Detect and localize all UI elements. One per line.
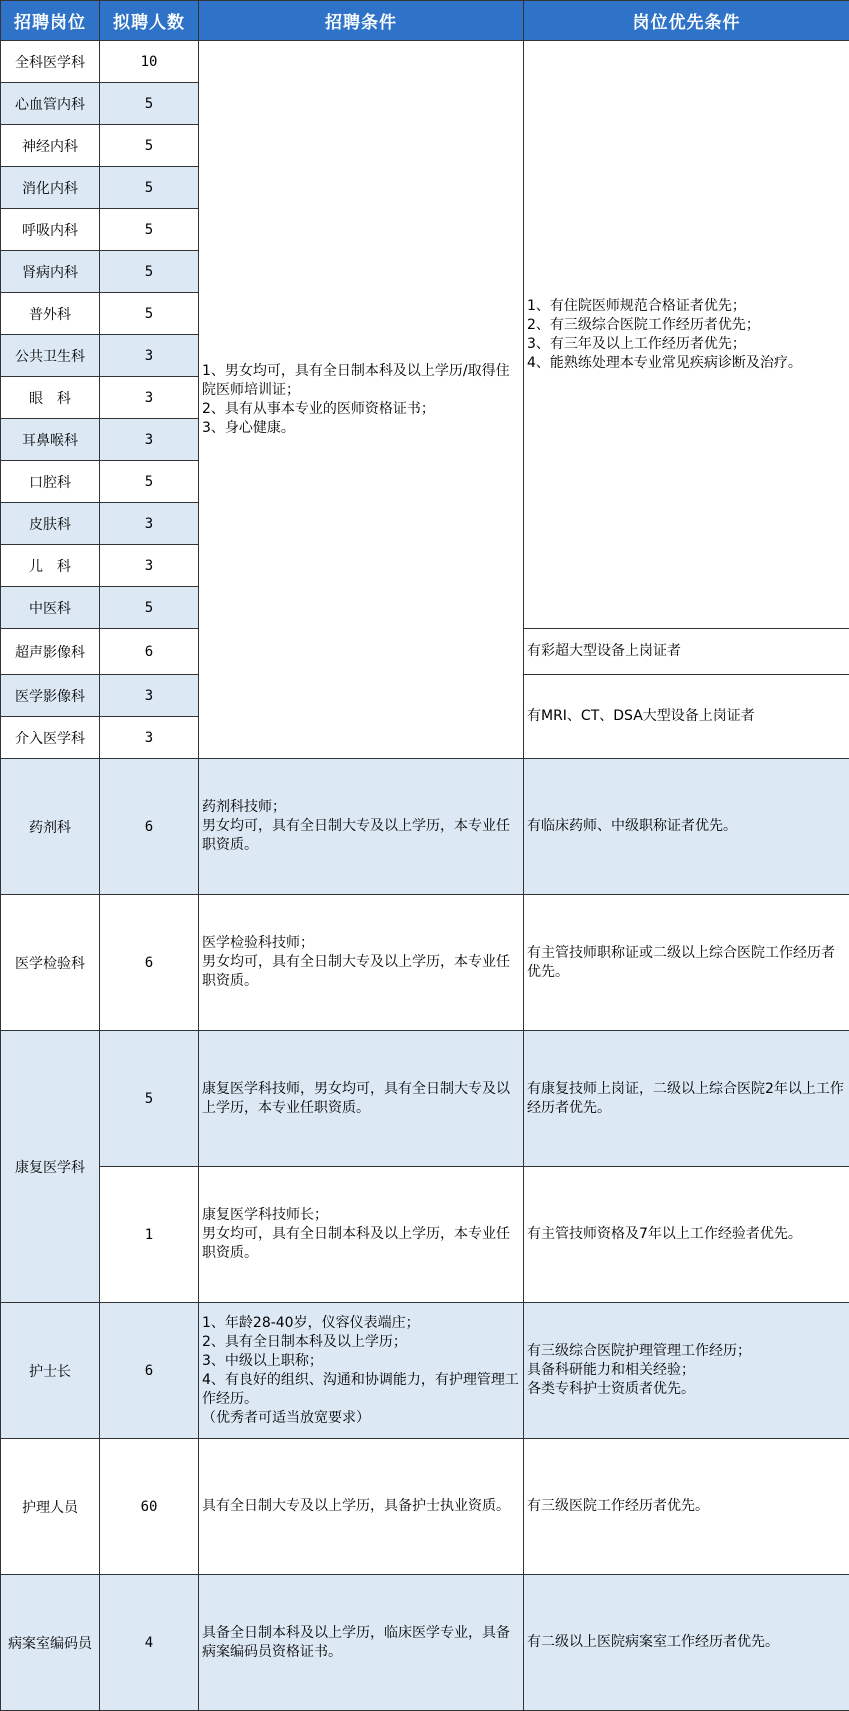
dept-cell: 药剂科	[1, 759, 100, 895]
count-cell: 6	[100, 759, 199, 895]
header-row	[1, 1, 849, 41]
header-position: 招聘岗位	[1, 1, 100, 41]
count-cell: 3	[100, 675, 199, 717]
count-cell: 5	[100, 83, 199, 125]
nurse-row	[1, 1439, 849, 1575]
dept-cell: 超声影像科	[1, 629, 100, 675]
header-count: 拟聘人数	[100, 1, 199, 41]
doctor-condition-cell: 1、男女均可，具有全日制本科及以上学历/取得住院医师培训证； 2、具有从事本专业的医师资格证书； 3、身心健康。	[199, 41, 524, 759]
imaging-priority-cell: 有MRI、CT、DSA大型设备上岗证者	[524, 675, 849, 759]
condition-cell: 康复医学科技师长； 男女均可，具有全日制本科及以上学历，本专业任职资质。	[199, 1167, 524, 1303]
dept-cell: 口腔科	[1, 461, 100, 503]
dept-cell: 呼吸内科	[1, 209, 100, 251]
head-nurse-row	[1, 1303, 849, 1439]
dept-cell: 介入医学科	[1, 717, 100, 759]
priority-cell: 有三级医院工作经历者优先。	[524, 1439, 849, 1575]
count-cell: 6	[100, 1303, 199, 1439]
dept-cell: 护士长	[1, 1303, 100, 1439]
condition-cell: 康复医学科技师，男女均可，具有全日制大专及以上学历，本专业任职资质。	[199, 1031, 524, 1167]
count-cell: 1	[100, 1167, 199, 1303]
dept-cell: 心血管内科	[1, 83, 100, 125]
priority-cell: 有主管技师资格及7年以上工作经验者优先。	[524, 1167, 849, 1303]
dept-cell: 消化内科	[1, 167, 100, 209]
count-cell: 6	[100, 629, 199, 675]
condition-cell: 药剂科技师； 男女均可，具有全日制大专及以上学历，本专业任职资质。	[199, 759, 524, 895]
table-row	[1, 41, 849, 83]
condition-cell: 具备全日制本科及以上学历，临床医学专业，具备病案编码员资格证书。	[199, 1575, 524, 1711]
count-cell: 5	[100, 209, 199, 251]
condition-cell: 1、年龄28-40岁，仪容仪表端庄； 2、具有全日制本科及以上学历； 3、中级以上职称； 4、有良好的组织、沟通和协调能力，有护理管理工作经历。 （优秀者可适当放宽要求）	[199, 1303, 524, 1439]
dept-cell: 医学检验科	[1, 895, 100, 1031]
priority-cell: 有二级以上医院病案室工作经历者优先。	[524, 1575, 849, 1711]
count-cell: 5	[100, 251, 199, 293]
count-cell: 5	[100, 167, 199, 209]
dept-cell: 儿 科	[1, 545, 100, 587]
count-cell: 3	[100, 717, 199, 759]
priority-cell: 有主管技师职称证或二级以上综合医院工作经历者优先。	[524, 895, 849, 1031]
dept-cell: 肾病内科	[1, 251, 100, 293]
dept-cell: 神经内科	[1, 125, 100, 167]
dept-cell: 康复医学科	[1, 1031, 100, 1303]
count-cell: 5	[100, 1031, 199, 1167]
count-cell: 3	[100, 377, 199, 419]
rehab-row-1	[1, 1031, 849, 1167]
pharmacy-row	[1, 759, 849, 895]
dept-cell: 皮肤科	[1, 503, 100, 545]
dept-cell: 中医科	[1, 587, 100, 629]
count-cell: 5	[100, 125, 199, 167]
dept-cell: 耳鼻喉科	[1, 419, 100, 461]
dept-cell: 护理人员	[1, 1439, 100, 1575]
dept-cell: 全科医学科	[1, 41, 100, 83]
priority-cell: 有临床药师、中级职称证者优先。	[524, 759, 849, 895]
count-cell: 3	[100, 335, 199, 377]
count-cell: 4	[100, 1575, 199, 1711]
header-priority: 岗位优先条件	[524, 1, 849, 41]
priority-cell: 有三级综合医院护理管理工作经历； 具备科研能力和相关经验； 各类专科护士资质者优先。	[524, 1303, 849, 1439]
header-conditions: 招聘条件	[199, 1, 524, 41]
condition-cell: 具有全日制大专及以上学历，具备护士执业资质。	[199, 1439, 524, 1575]
priority-cell: 有康复技师上岗证，二级以上综合医院2年以上工作经历者优先。	[524, 1031, 849, 1167]
count-cell: 5	[100, 461, 199, 503]
dept-cell: 普外科	[1, 293, 100, 335]
dept-cell: 医学影像科	[1, 675, 100, 717]
doctor-priority-cell: 1、有住院医师规范合格证者优先； 2、有三级综合医院工作经历者优先； 3、有三年及以上工作经历者优先； 4、能熟练处理本专业常见疾病诊断及治疗。	[524, 41, 849, 629]
dept-cell: 眼 科	[1, 377, 100, 419]
count-cell: 60	[100, 1439, 199, 1575]
count-cell: 6	[100, 895, 199, 1031]
count-cell: 5	[100, 293, 199, 335]
rehab-row-2	[1, 1167, 849, 1303]
dept-cell: 公共卫生科	[1, 335, 100, 377]
dept-cell: 病案室编码员	[1, 1575, 100, 1711]
count-cell: 10	[100, 41, 199, 83]
count-cell: 3	[100, 503, 199, 545]
records-row	[1, 1575, 849, 1711]
condition-cell: 医学检验科技师； 男女均可，具有全日制大专及以上学历，本专业任职资质。	[199, 895, 524, 1031]
ultrasound-priority-cell: 有彩超大型设备上岗证者	[524, 629, 849, 675]
count-cell: 5	[100, 587, 199, 629]
count-cell: 3	[100, 545, 199, 587]
count-cell: 3	[100, 419, 199, 461]
lab-row	[1, 895, 849, 1031]
